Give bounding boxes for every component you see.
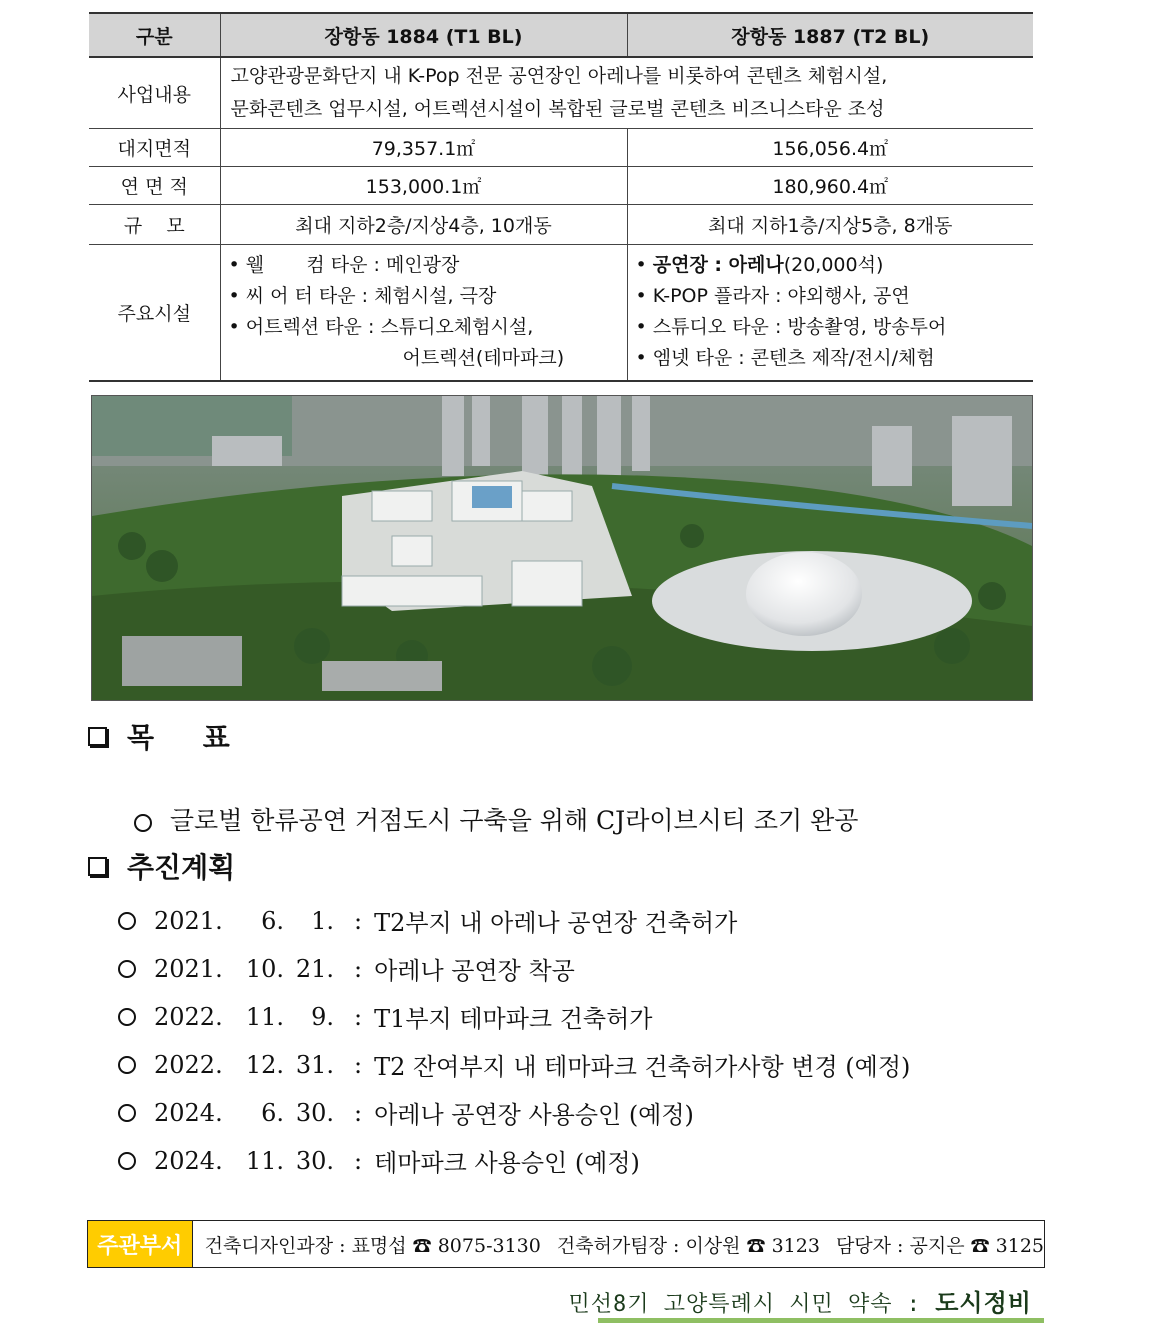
business-description (220, 57, 1033, 129)
plan-section-title (88, 846, 235, 886)
plan-month: 12. (245, 1050, 284, 1079)
aerial-rendering-image (91, 395, 1033, 701)
plan-separator: : (354, 1098, 363, 1127)
plan-day: 9. (311, 1002, 334, 1031)
row-label-facilities: 주요시설 (89, 245, 220, 381)
site-area-t1: 79,357.1㎡ (220, 129, 627, 167)
table-row-scale (89, 205, 1033, 245)
list-item: • K-POP 플라자 : 야외행사, 공연 (636, 281, 1026, 312)
plan-year: 2022. (154, 1002, 223, 1031)
plan-month: 6. (261, 906, 284, 935)
plan-month: 11. (245, 1002, 284, 1031)
plan-month: 10. (245, 954, 284, 983)
plan-month: 6. (261, 1098, 284, 1127)
circle-bullet-icon (118, 960, 136, 978)
site-area-t2: 156,056.4㎡ (627, 129, 1033, 167)
table-row-site-area (89, 129, 1033, 167)
list-item (118, 903, 737, 938)
dept-label: 주관부서 (88, 1221, 193, 1267)
list-item (118, 999, 652, 1034)
header-t2: 장항동 1887 (T2 BL) (627, 13, 1033, 57)
list-item (636, 250, 1026, 281)
table-header-row (89, 13, 1033, 57)
plan-year: 2024. (154, 1098, 223, 1127)
contact-staff: 담당자 : 공지은 ☎ 3125 (835, 1234, 1044, 1257)
plan-year: 2024. (154, 1146, 223, 1175)
plan-day: 1. (311, 906, 334, 935)
plan-text: T2부지 내 아레나 공연장 건축허가 (374, 909, 738, 937)
plan-text: 테마파크 사용승인 (예정) (374, 1149, 640, 1177)
pledge-keyword: 도시정비 (935, 1289, 1032, 1317)
plan-separator: : (354, 954, 363, 983)
circle-bullet-icon (118, 1152, 136, 1170)
scale-t1: 최대 지하2층/지상4층, 10개동 (220, 205, 627, 245)
responsible-department-box (87, 1220, 1045, 1268)
row-label-site-area: 대지면적 (89, 129, 220, 167)
arena-label: 공연장 : 아레나 (652, 254, 784, 277)
plan-day: 30. (295, 1098, 334, 1127)
business-line-1: 고양관광문화단지 내 K-Pop 전문 공연장인 아레나를 비롯하여 콘텐츠 체험시설, (230, 65, 888, 87)
plan-text: T1부지 테마파크 건축허가 (374, 1005, 653, 1033)
table-row-business (89, 57, 1033, 129)
pledge-underline (598, 1318, 1044, 1323)
plan-separator: : (354, 1146, 363, 1175)
plan-year: 2022. (154, 1050, 223, 1079)
list-item: • 스튜디오 타운 : 방송촬영, 방송투어 (636, 312, 1026, 343)
plan-text: 아레나 공연장 착공 (374, 957, 575, 985)
list-item (118, 1143, 640, 1178)
table-row-facilities (89, 245, 1033, 381)
contact-director: 건축디자인과장 : 표명섭 ☎ 8075-3130 (204, 1234, 541, 1257)
list-item: • 씨 어 터 타운 : 체험시설, 극장 (229, 281, 619, 312)
row-label-floor-area: 연 면 적 (89, 167, 220, 205)
circle-bullet-icon (118, 1008, 136, 1026)
plan-year: 2021. (154, 954, 223, 983)
list-item: • 엠넷 타운 : 콘텐츠 제작/전시/체험 (636, 343, 1026, 374)
plan-day: 21. (295, 954, 334, 983)
row-label-scale: 규 모 (89, 205, 220, 245)
checkbox-square-icon (88, 727, 107, 746)
plan-day: 31. (295, 1050, 334, 1079)
scale-t2: 최대 지하1층/지상5층, 8개동 (627, 205, 1033, 245)
facilities-t1-list (229, 250, 619, 343)
circle-bullet-icon (134, 814, 152, 832)
list-item (118, 1095, 694, 1130)
plan-title-text: 추진계획 (127, 851, 236, 884)
plan-separator: : (354, 1002, 363, 1031)
plan-year: 2021. (154, 906, 223, 935)
plan-separator: : (354, 1050, 363, 1079)
list-item (118, 1047, 910, 1082)
project-info-table (89, 12, 1033, 382)
plan-day: 30. (295, 1146, 334, 1175)
floor-area-t1: 153,000.1㎡ (220, 167, 627, 205)
circle-bullet-icon (118, 1104, 136, 1122)
header-t1: 장항동 1884 (T1 BL) (220, 13, 627, 57)
table-row-floor-area (89, 167, 1033, 205)
row-label-business: 사업내용 (89, 57, 220, 129)
plan-text: 아레나 공연장 사용승인 (예정) (374, 1101, 694, 1129)
business-line-2: 문화콘텐츠 업무시설, 어트렉션시설이 복합된 글로벌 콘텐츠 비즈니스타운 조성 (230, 98, 885, 120)
facilities-t2 (627, 245, 1033, 381)
facilities-t1 (220, 245, 627, 381)
arena-capacity: (20,000석) (783, 254, 884, 277)
pledge-prefix: 민선8기 고양특례시 시민 약속 : (568, 1292, 936, 1317)
list-item: • 어트렉션 타운 : 스튜디오체험시설, (229, 312, 619, 343)
facilities-t1-continuation: 어트렉션(테마파크) (402, 347, 565, 370)
checkbox-square-icon (88, 857, 107, 876)
list-item (118, 951, 575, 986)
goal-title-text: 목 표 (127, 721, 230, 754)
goal-text: 글로벌 한류공연 거점도시 구축을 위해 CJ라이브시티 조기 완공 (169, 806, 859, 835)
circle-bullet-icon (118, 912, 136, 930)
citizen-pledge (569, 1283, 1033, 1318)
goal-section-title (88, 716, 230, 756)
circle-bullet-icon (118, 1056, 136, 1074)
list-item: • 웰 컴 타운 : 메인광장 (229, 250, 619, 281)
contact-list (193, 1221, 1044, 1267)
goal-item (118, 772, 858, 837)
contact-team-lead: 건축허가팀장 : 이상원 ☎ 3123 (556, 1234, 820, 1257)
plan-month: 11. (245, 1146, 284, 1175)
plan-separator: : (354, 906, 363, 935)
facilities-t2-list (636, 250, 1026, 374)
plan-text: T2 잔여부지 내 테마파크 건축허가사항 변경 (예정) (374, 1053, 911, 1081)
floor-area-t2: 180,960.4㎡ (627, 167, 1033, 205)
header-category: 구분 (89, 13, 220, 57)
